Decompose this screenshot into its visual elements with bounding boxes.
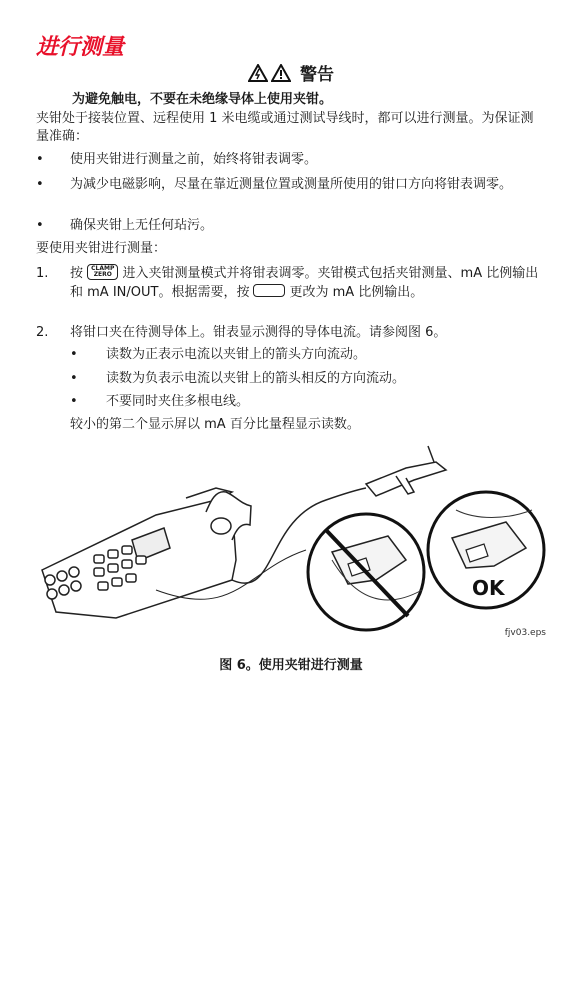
- clamp-illustration: [36, 440, 551, 640]
- sub-bullet-text: 读数为正表示电流以夹钳上的箭头方向流动。: [106, 347, 367, 362]
- warning-header: [0, 60, 582, 87]
- step-number: 1.: [36, 266, 49, 281]
- step-text: 按 CLAMP ZERO 进入夹钳测量模式并将钳表调零。夹钳模式包括夹钳测量、mA 比例输出和 mA IN/OUT。根据需要，按 更改为 mA 比例输出。: [70, 265, 539, 300]
- warning-icon: [271, 64, 291, 87]
- ok-label: OK: [472, 576, 505, 600]
- steps-intro: 要使用夹钳进行测量：: [36, 241, 167, 256]
- warning-text: 为避免触电，不要在未绝缘导体上使用夹钳。: [72, 92, 333, 107]
- figure-caption: 图 6。使用夹钳进行测量: [219, 658, 363, 673]
- figure-file-ref: fjv03.eps: [504, 628, 546, 638]
- bullet-marker: •: [36, 152, 44, 167]
- bullet-text: 为减少电磁影响，尽量在靠近测量位置或测量所使用的钳口方向将钳表调零。: [70, 177, 513, 192]
- bullet-marker: •: [36, 218, 44, 233]
- bullet-text: 确保夹钳上无任何玷污。: [70, 218, 214, 233]
- step-text: 将钳口夹在待测导体上。钳表显示测得的导体电流。请参阅图 6。: [70, 325, 447, 340]
- correct-usage-circle: [428, 492, 544, 608]
- intro-paragraph: 夹钳处于接装位置、远程使用 1 米电缆或通过测试导线时，都可以进行测量。为保证测量准确：: [36, 111, 534, 144]
- bullet-marker: •: [70, 394, 78, 409]
- mode-key-icon: [253, 284, 285, 297]
- meter-body: [42, 488, 251, 618]
- bullet-text: 使用夹钳进行测量之前，始终将钳表调零。: [70, 152, 318, 167]
- sub-bullet-text: 读数为负表示电流以夹钳上的箭头相反的方向流动。: [106, 371, 406, 386]
- warning-title: 警告: [299, 65, 334, 85]
- bullet-marker: •: [70, 371, 78, 386]
- page-heading: 进行测量: [36, 35, 125, 60]
- bullet-marker: •: [70, 347, 78, 362]
- clamp-zero-key-icon: CLAMP ZERO: [87, 264, 118, 280]
- bullet-marker: •: [36, 177, 44, 192]
- clamp-jaw: [366, 446, 446, 496]
- shock-hazard-icon: [248, 64, 268, 87]
- clamp-diagram: [36, 440, 551, 640]
- sub-bullet-text: 不要同时夹住多根电线。: [106, 394, 250, 409]
- step-number: 2.: [36, 325, 49, 340]
- closing-note: 较小的第二个显示屏以 mA 百分比量程显示读数。: [70, 417, 360, 432]
- wrong-usage-circle: [308, 514, 424, 630]
